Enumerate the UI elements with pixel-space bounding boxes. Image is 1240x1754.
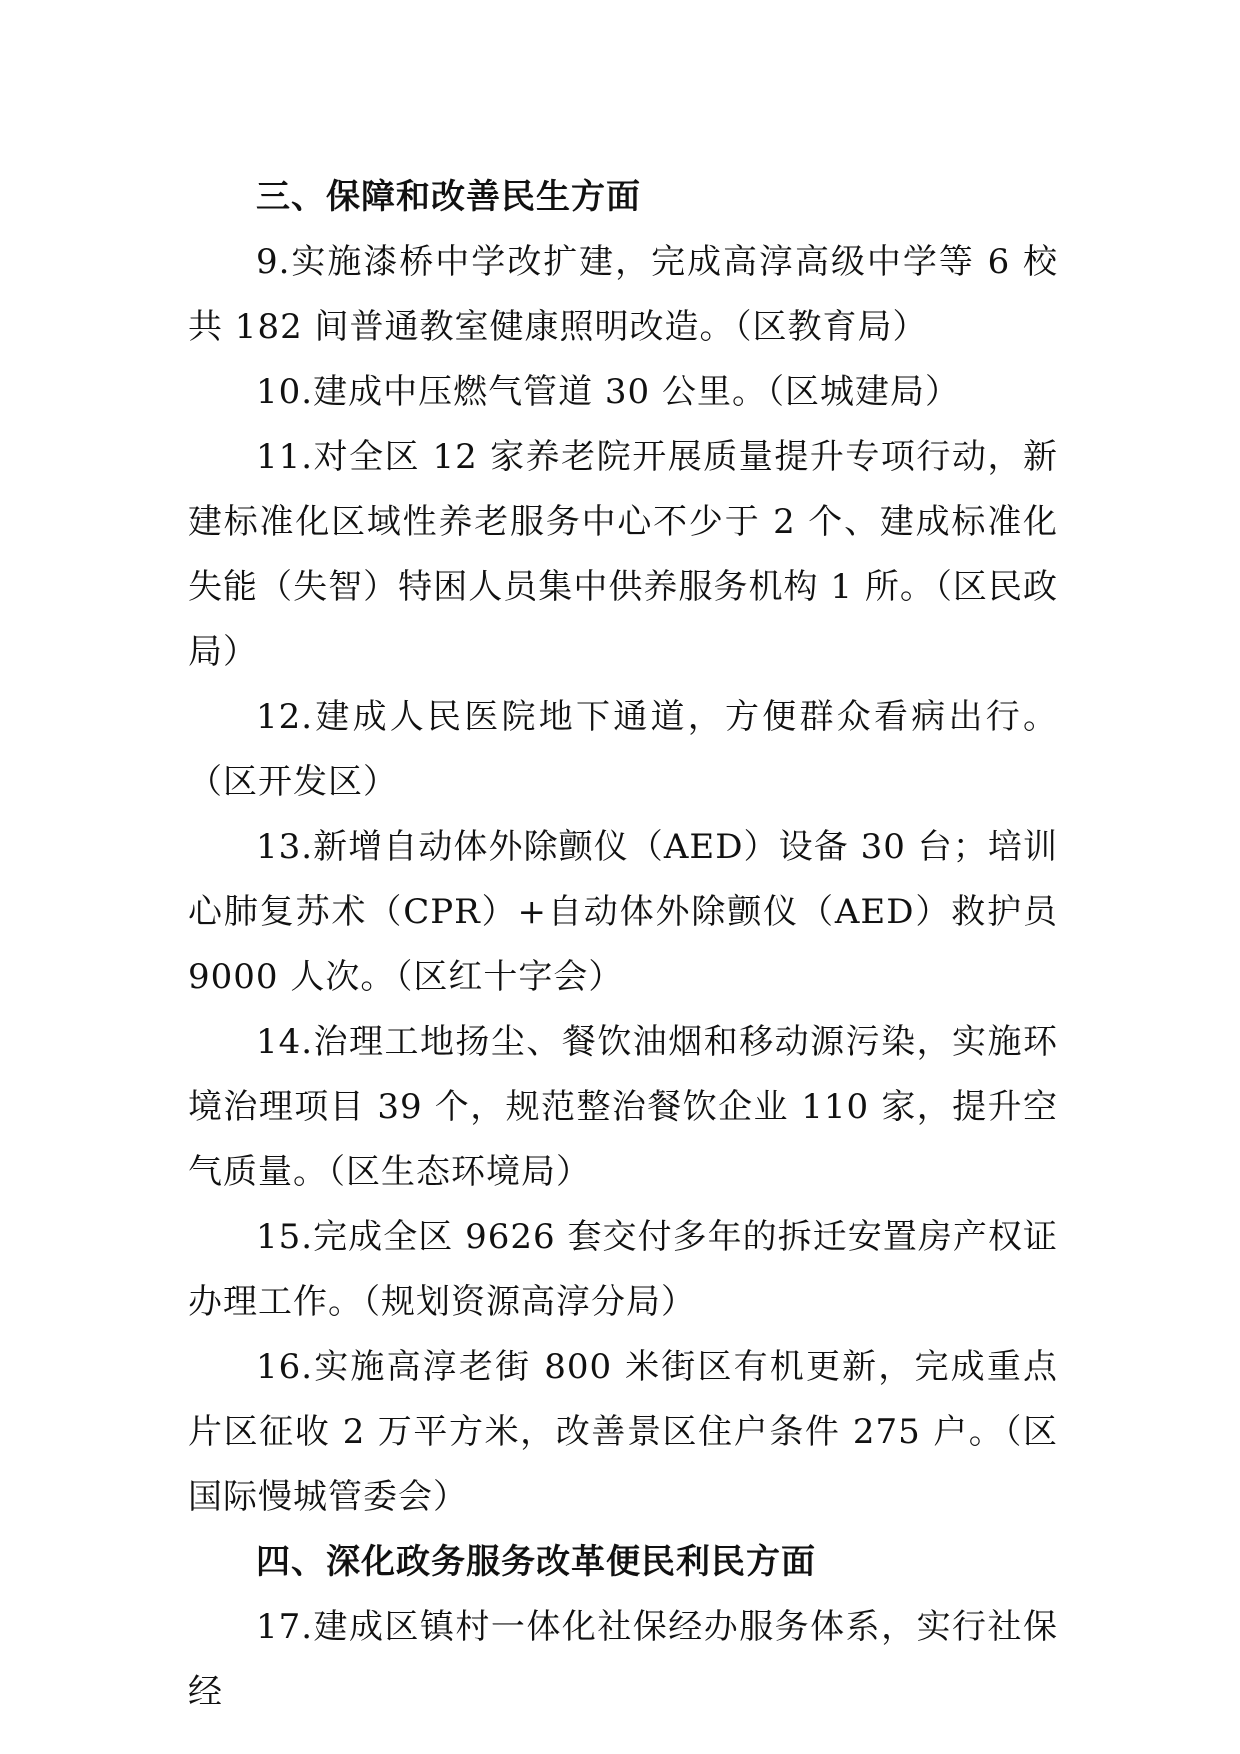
item-16: 16.实施高淳老街 800 米街区有机更新，完成重点片区征收 2 万平方米，改善景区住户条件 275 户。（区国际慢城管委会）	[188, 1347, 1058, 1517]
section-heading-3: 三、保障和改善民生方面	[256, 177, 641, 217]
item-17: 17.建成区镇村一体化社保经办服务体系，实行社保经	[188, 1607, 1058, 1712]
item-10: 10.建成中压燃气管道 30 公里。（区城建局）	[256, 372, 960, 412]
item-11: 11.对全区 12 家养老院开展质量提升专项行动，新建标准化区域性养老服务中心不少于 2 个、建成标准化失能（失智）特困人员集中供养服务机构 1 所。（区民政局）	[188, 437, 1058, 672]
section-heading-4: 四、深化政务服务改革便民利民方面	[256, 1542, 816, 1582]
item-15: 15.完成全区 9626 套交付多年的拆迁安置房产权证办理工作。（规划资源高淳分局）	[188, 1217, 1058, 1322]
item-12: 12.建成人民医院地下通道，方便群众看病出行。（区开发区）	[188, 697, 1058, 802]
item-9: 9.实施漆桥中学改扩建，完成高淳高级中学等 6 校共 182 间普通教室健康照明改造。（区教育局）	[188, 242, 1058, 347]
document-body	[188, 165, 1058, 1725]
item-13: 13.新增自动体外除颤仪（AED）设备 30 台；培训心肺复苏术（CPR）+自动体外除颤仪（AED）救护员 9000 人次。（区红十字会）	[188, 827, 1058, 997]
item-14: 14.治理工地扬尘、餐饮油烟和移动源污染，实施环境治理项目 39 个，规范整治餐饮企业 110 家，提升空气质量。（区生态环境局）	[188, 1022, 1058, 1192]
